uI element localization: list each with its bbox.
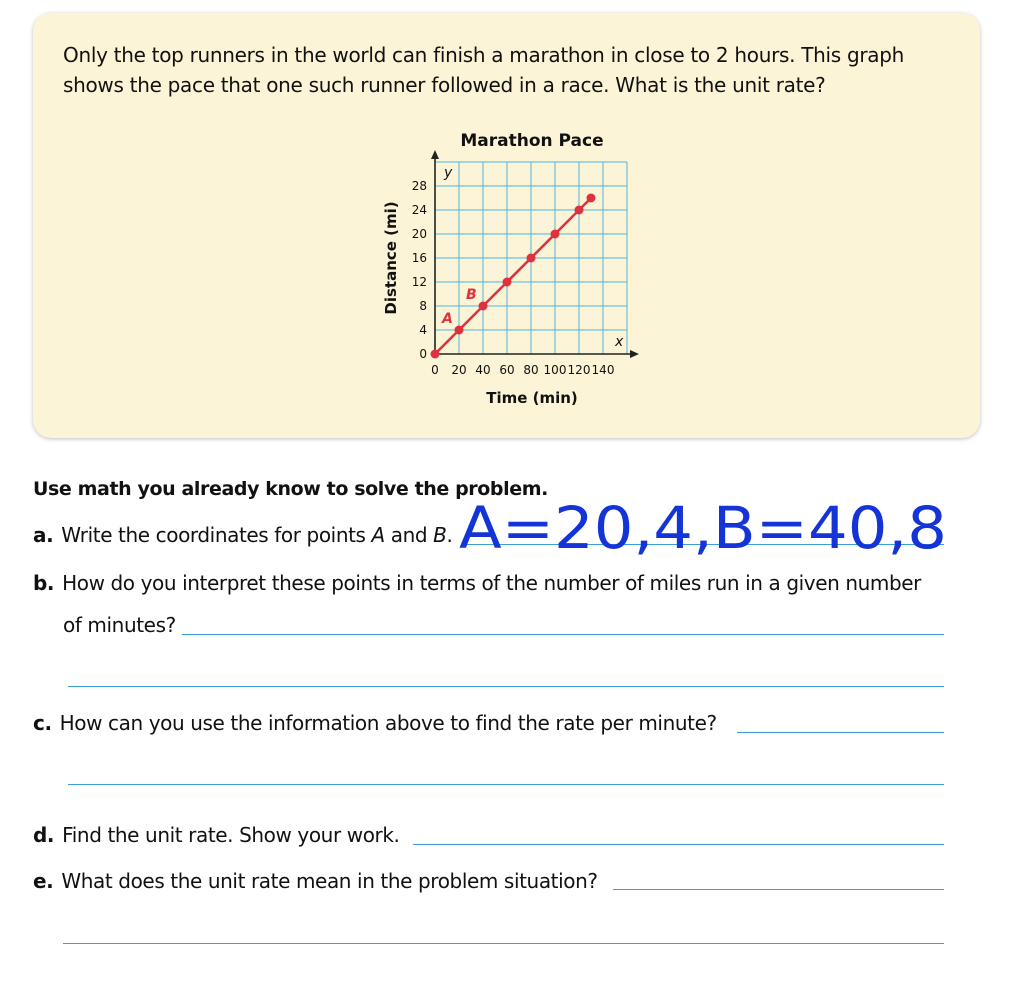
y-axis-arrow bbox=[431, 150, 439, 159]
question-a bbox=[33, 523, 452, 547]
section-heading: Use math you already know to solve the problem. bbox=[33, 478, 548, 500]
y-axis-label: Distance (mi) bbox=[382, 201, 400, 315]
problem-line-1: Only the top runners in the world can finish a marathon in close to 2 hours. This graph bbox=[63, 43, 905, 67]
data-point bbox=[527, 254, 536, 263]
question-a-label: a. bbox=[33, 523, 54, 547]
question-a-point-b: B bbox=[433, 523, 447, 547]
answer-line-d[interactable] bbox=[413, 844, 944, 845]
chart-series bbox=[431, 194, 596, 359]
y-tick-label: 8 bbox=[419, 299, 427, 313]
answer-line-e-2[interactable] bbox=[63, 943, 944, 944]
data-point bbox=[503, 278, 512, 287]
x-tick-label: 80 bbox=[523, 363, 539, 377]
data-point bbox=[479, 302, 488, 311]
question-b-line-1: How do you interpret these points in terms of the number of miles run in a given number bbox=[62, 571, 922, 595]
x-tick-label: 40 bbox=[475, 363, 491, 377]
point-label-a: A bbox=[442, 311, 453, 327]
answer-line-b-1[interactable] bbox=[182, 634, 944, 635]
problem-line-2: shows the pace that one such runner followed in a race. What is the unit rate? bbox=[63, 73, 826, 97]
x-axis-letter: x bbox=[615, 334, 624, 350]
x-tick-label: 20 bbox=[451, 363, 467, 377]
point-label-b: B bbox=[466, 287, 477, 303]
answer-line-c-1[interactable] bbox=[737, 732, 944, 733]
data-point bbox=[587, 194, 596, 203]
question-c-text: How can you use the information above to find the rate per minute? bbox=[59, 711, 717, 735]
question-c-label: c. bbox=[33, 711, 52, 735]
question-b bbox=[33, 571, 921, 595]
question-d-text: Find the unit rate. Show your work. bbox=[62, 823, 400, 847]
y-tick-label: 20 bbox=[411, 227, 427, 241]
question-b-label: b. bbox=[33, 571, 55, 595]
y-tick-label: 24 bbox=[411, 203, 427, 217]
x-axis-label: Time (min) bbox=[486, 389, 578, 407]
x-axis-arrow bbox=[630, 350, 639, 358]
answer-line-c-2[interactable] bbox=[68, 784, 944, 785]
question-e-text: What does the unit rate mean in the problem situation? bbox=[61, 869, 598, 893]
y-tick-label: 28 bbox=[411, 179, 427, 193]
data-point bbox=[431, 350, 440, 359]
question-d-label: d. bbox=[33, 823, 55, 847]
y-tick-label: 4 bbox=[419, 323, 427, 337]
handwritten-answer-a bbox=[455, 468, 955, 563]
question-b-continued: of minutes? bbox=[63, 613, 176, 637]
answer-line-b-2[interactable] bbox=[68, 686, 944, 687]
question-d bbox=[33, 823, 400, 847]
x-tick-label: 0 bbox=[431, 363, 439, 377]
answer-line-e-1[interactable] bbox=[613, 889, 944, 890]
chart-title: Marathon Pace bbox=[460, 131, 604, 151]
question-e bbox=[33, 869, 598, 893]
question-c bbox=[33, 711, 717, 735]
y-tick-label: 16 bbox=[411, 251, 427, 265]
question-e-label: e. bbox=[33, 869, 54, 893]
data-point bbox=[575, 206, 584, 215]
question-a-and: and bbox=[384, 523, 434, 547]
data-point bbox=[551, 230, 560, 239]
handwritten-answer-text: A=20,4,B=40,8 bbox=[459, 494, 947, 562]
question-a-text: Write the coordinates for points bbox=[61, 523, 372, 547]
y-tick-label: 12 bbox=[411, 275, 427, 289]
marathon-pace-chart bbox=[375, 120, 645, 420]
x-tick-label: 60 bbox=[499, 363, 515, 377]
y-axis-letter: y bbox=[444, 165, 453, 181]
x-tick-label: 100 bbox=[543, 363, 567, 377]
data-point bbox=[455, 326, 464, 335]
question-a-period: . bbox=[446, 523, 453, 547]
x-tick-label: 140 bbox=[591, 363, 615, 377]
x-tick-label: 120 bbox=[567, 363, 591, 377]
y-tick-label: 0 bbox=[419, 347, 427, 361]
question-a-point-a: A bbox=[371, 523, 385, 547]
problem-text bbox=[63, 40, 943, 100]
